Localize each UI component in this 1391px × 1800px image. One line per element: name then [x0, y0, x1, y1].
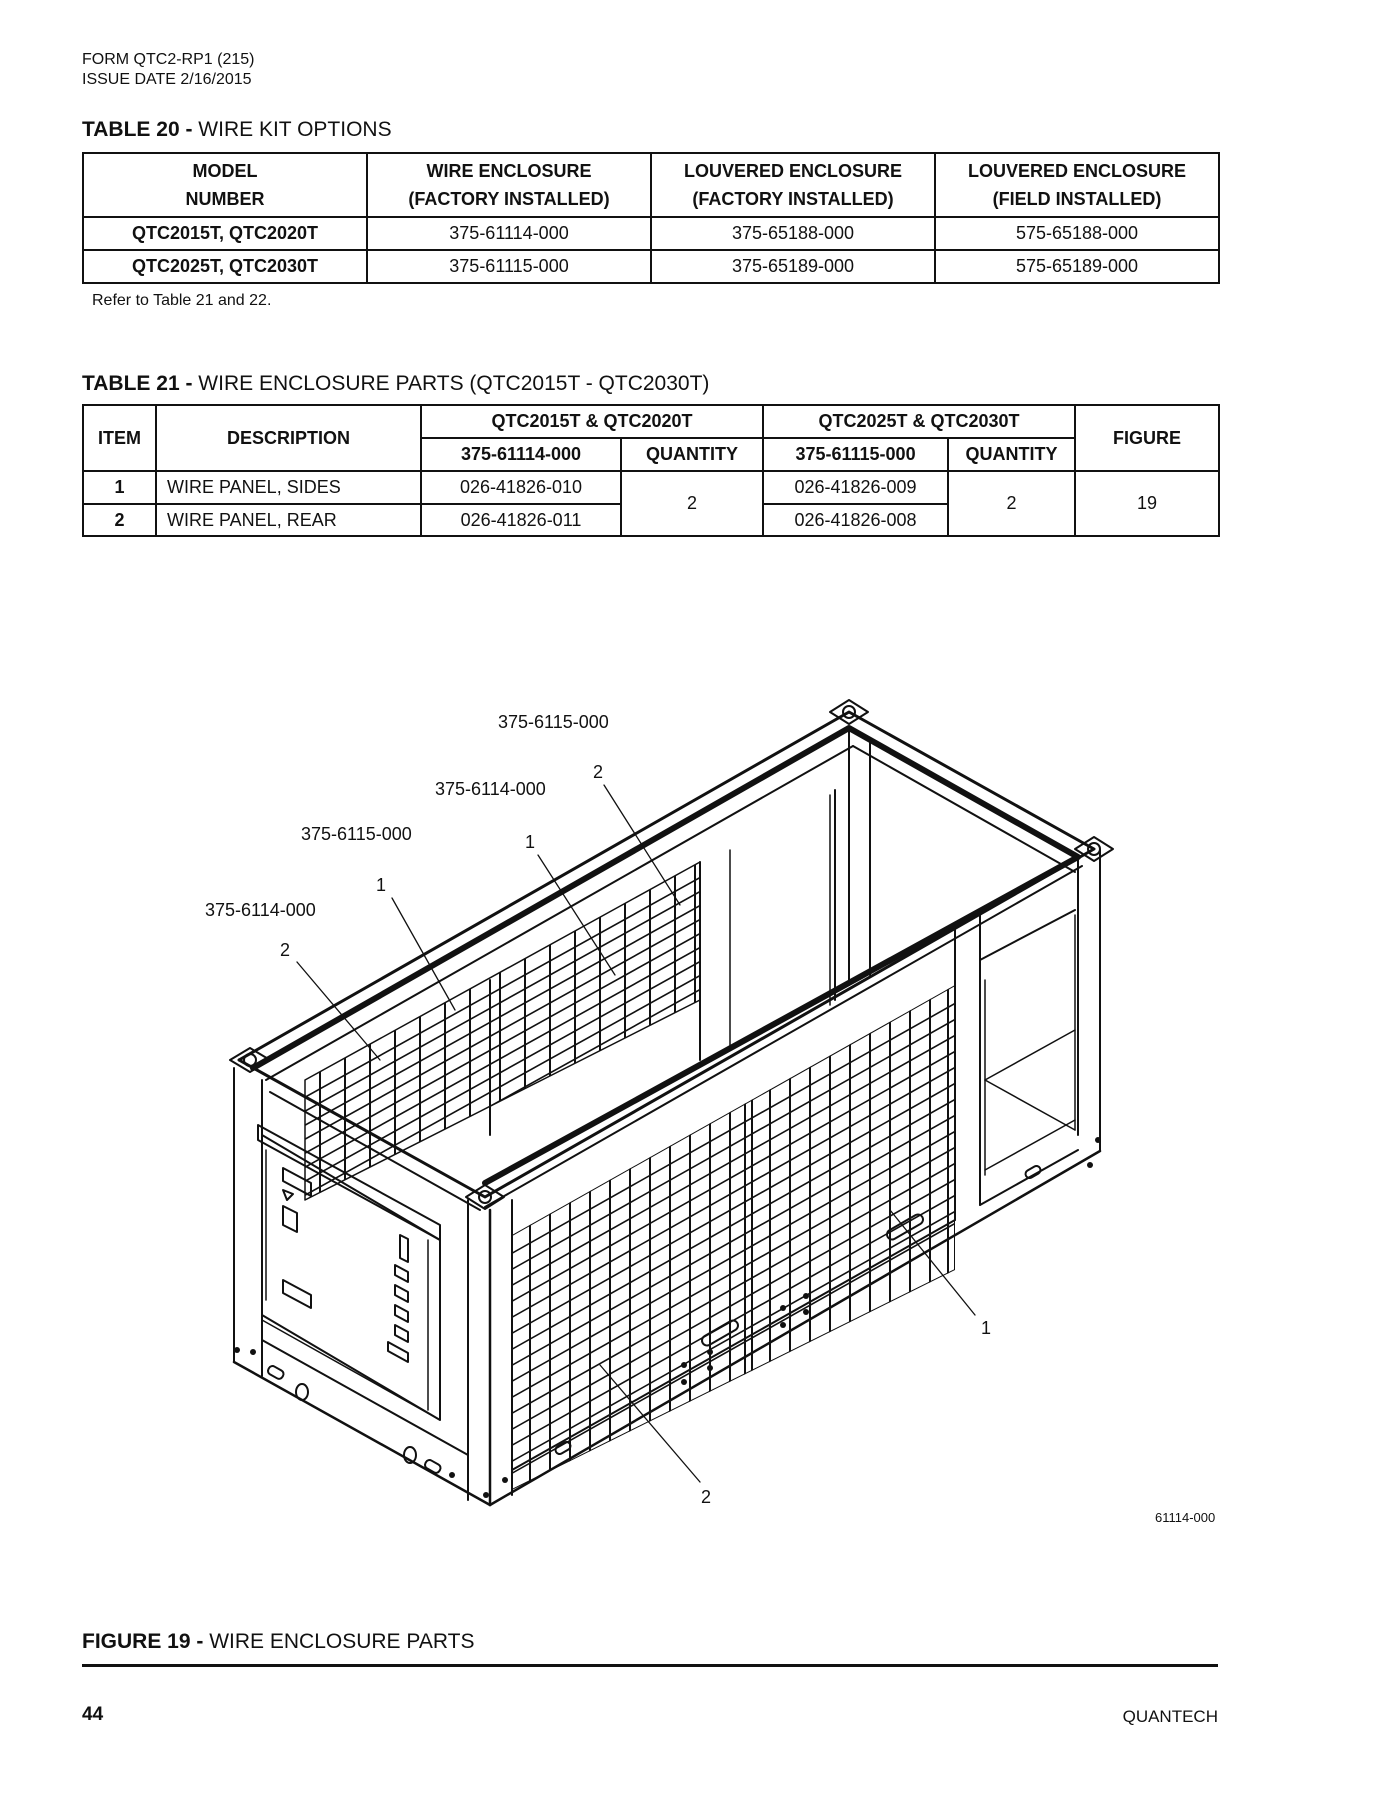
page-number: 44 [82, 1704, 104, 1725]
cell-qty2: 2 [948, 471, 1075, 536]
cell-item: 1 [83, 471, 156, 504]
cell-part: 375-61115-000 [367, 250, 651, 283]
cell-part: 375-65188-000 [651, 217, 935, 250]
figure-caption-number: FIGURE 19 - [82, 1630, 204, 1653]
cell-part2: 026-41826-009 [763, 471, 948, 504]
col-header-qty1: QUANTITY [621, 438, 763, 471]
cell-figure: 19 [1075, 471, 1219, 536]
callout-number: 1 [981, 1318, 992, 1338]
table20-title-text: WIRE KIT OPTIONS [192, 118, 392, 141]
cell-part: 575-65189-000 [935, 250, 1219, 283]
cell-description: WIRE PANEL, REAR [156, 504, 421, 536]
col-header-description: DESCRIPTION [156, 405, 421, 471]
issue-date: ISSUE DATE 2/16/2015 [82, 71, 252, 88]
cell-model: QTC2015T, QTC2020T [83, 217, 367, 250]
callout-label: 375-6114-000 [435, 779, 546, 799]
callout-label: 375-6114-000 [205, 900, 316, 920]
col-group-qtc2025-2030: QTC2025T & QTC2030T [763, 405, 1075, 438]
cell-model: QTC2025T, QTC2030T [83, 250, 367, 283]
cell-part: 375-65189-000 [651, 250, 935, 283]
cell-item: 2 [83, 504, 156, 536]
col-header-item: ITEM [83, 405, 156, 471]
figure-caption-text: WIRE ENCLOSURE PARTS [203, 1630, 475, 1653]
col-header-figure: FIGURE [1075, 405, 1219, 471]
callout-number: 2 [280, 940, 291, 960]
callout-label: 375-6115-000 [498, 712, 609, 732]
caption-divider [82, 1664, 1218, 1667]
cell-part1: 026-41826-011 [421, 504, 621, 536]
callout-number: 1 [376, 875, 387, 895]
col-header-part1: 375-61114-000 [421, 438, 621, 471]
drawing-id: 61114-000 [1155, 1510, 1216, 1525]
form-number: FORM QTC2-RP1 (215) [82, 51, 255, 68]
brand-name: QUANTECH [1122, 1707, 1218, 1726]
cell-part2: 026-41826-008 [763, 504, 948, 536]
cell-description: WIRE PANEL, SIDES [156, 471, 421, 504]
col-group-qtc2015-2020: QTC2015T & QTC2020T [421, 405, 763, 438]
callout-number: 1 [525, 832, 536, 852]
cell-part: 375-61114-000 [367, 217, 651, 250]
table21-title-number: TABLE 21 - [82, 372, 193, 395]
callout-label: 375-6115-000 [301, 824, 412, 844]
col-header-part2: 375-61115-000 [763, 438, 948, 471]
col-header-qty2: QUANTITY [948, 438, 1075, 471]
col-header-louvered-factory: LOUVERED ENCLOSURE (FACTORY INSTALLED) [651, 153, 935, 217]
table21-title-text: WIRE ENCLOSURE PARTS (QTC2015T - QTC2030T) [192, 372, 710, 395]
table20-title-number: TABLE 20 - [82, 118, 193, 141]
col-header-model: MODEL NUMBER [83, 153, 367, 217]
col-header-louvered-field: LOUVERED ENCLOSURE (FIELD INSTALLED) [935, 153, 1219, 217]
table20-note: Refer to Table 21 and 22. [92, 292, 272, 309]
cell-part: 575-65188-000 [935, 217, 1219, 250]
callout-number: 2 [593, 762, 604, 782]
cell-qty1: 2 [621, 471, 763, 536]
figure-caption [82, 1630, 474, 1654]
callout-number: 2 [701, 1487, 712, 1507]
cell-part1: 026-41826-010 [421, 471, 621, 504]
col-header-wire-enclosure: WIRE ENCLOSURE (FACTORY INSTALLED) [367, 153, 651, 217]
